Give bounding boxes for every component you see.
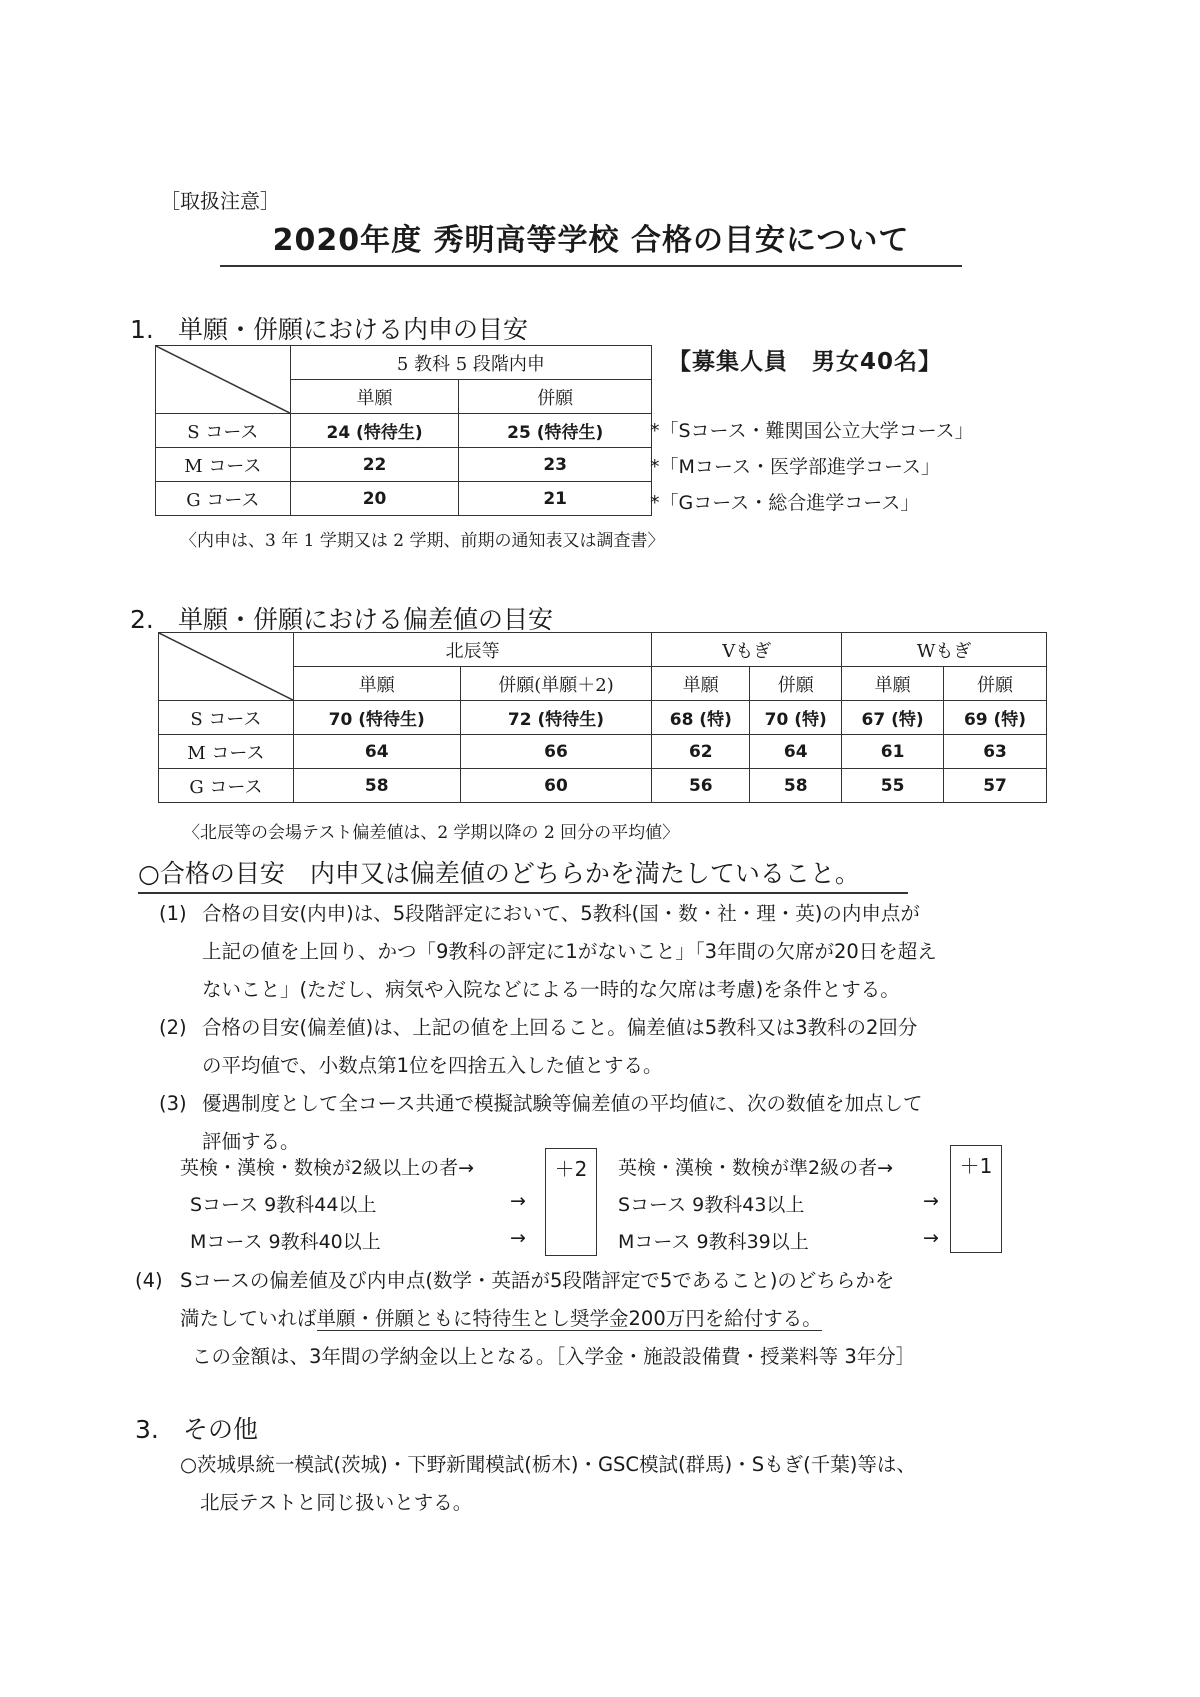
table-cell: 22	[290, 448, 459, 482]
item-label: (4)	[135, 1269, 163, 1292]
table-row	[159, 701, 1047, 735]
item-line: ないこと」(ただし、病気や入院などによる一時的な欠席は考慮)を条件とする。	[202, 978, 900, 1001]
table-cell: 67 (特)	[842, 701, 944, 735]
item-line: ○茨城県統一模試(茨城)・下野新聞模試(栃木)・GSC模試(群馬)・Sもぎ(千葉)等は、	[180, 1453, 916, 1476]
item-line: 優遇制度として全コース共通で模擬試験等偏差値の平均値に、次の数値を加点して	[202, 1092, 923, 1115]
section2-heading	[130, 600, 553, 636]
course-description: *「Gコース・総合進学コース」	[650, 492, 920, 514]
table-cell: 64	[750, 735, 842, 769]
table-cell: 20	[290, 482, 459, 516]
criteria-heading: ○合格の目安 内申又は偏差値のどちらかを満たしていること。	[138, 854, 908, 894]
table-corner	[159, 633, 294, 701]
course-description: *「Sコース・難関国公立大学コース」	[650, 420, 974, 442]
col-header: 併願	[459, 380, 652, 414]
table-cell: 64	[293, 735, 460, 769]
naishin-table	[155, 345, 652, 516]
course-label: S コース	[159, 701, 294, 735]
table-corner	[156, 346, 291, 414]
bonus-left-line: Mコース 9教科40以上	[190, 1231, 381, 1253]
table-cell: 23	[459, 448, 652, 482]
criteria-item-4	[135, 1262, 1080, 1376]
col-header: 併願(単願＋2)	[460, 667, 652, 701]
col-header: 単願	[842, 667, 944, 701]
criteria-item-1	[159, 895, 1082, 1009]
section2-note: 〈北辰等の会場テスト偏差値は、2 学期以降の 2 回分の平均値〉	[183, 823, 680, 843]
recruitment-count: 【募集人員 男女40名】	[668, 349, 943, 375]
section3-heading	[135, 1410, 258, 1446]
scholarship-highlight: 単願・併願ともに特待生とし奨学金200万円を給付する。	[316, 1307, 822, 1330]
bonus-right-line: 英検・漢検・数検が準2級の者→	[618, 1157, 894, 1179]
course-label: S コース	[156, 414, 291, 448]
item-line-text: 満たしていれば	[180, 1307, 317, 1330]
table-cell: 25 (特待生)	[459, 414, 652, 448]
arrow-icon: →	[923, 1190, 939, 1212]
table-cell: 60	[460, 769, 652, 803]
table-cell: 57	[944, 769, 1047, 803]
item-label: (3)	[159, 1092, 187, 1115]
criteria-item-2	[159, 1009, 1082, 1085]
item-line: 評価する。	[202, 1130, 300, 1153]
bonus-points-box: ＋1	[950, 1145, 1002, 1253]
col-header: 単願	[652, 667, 750, 701]
item-line: 合格の目安(偏差値)は、上記の値を上回ること。偏差値は5教科又は3教科の2回分	[202, 1016, 918, 1039]
section1-note: 〈内申は、3 年 1 学期又は 2 学期、前期の通知表又は調査書〉	[180, 531, 665, 551]
item-line	[180, 1300, 1080, 1338]
group-header: Vもぎ	[652, 633, 842, 667]
item-line: 北辰テストと同じ扱いとする。	[200, 1491, 473, 1514]
col-header: 併願	[944, 667, 1047, 701]
table-cell: 61	[842, 735, 944, 769]
arrow-icon: →	[510, 1227, 526, 1249]
item-line: この金額は、3年間の学納金以上となる。［入学金・施設設備費・授業料等 3年分］	[192, 1345, 916, 1368]
course-label: M コース	[156, 448, 291, 482]
arrow-icon: →	[510, 1190, 526, 1212]
section2-title: 単願・併願における偏差値の目安	[178, 605, 554, 634]
page-title: 2020年度 秀明高等学校 合格の目安について	[220, 215, 962, 267]
item-label: (2)	[159, 1016, 187, 1039]
course-label: G コース	[156, 482, 291, 516]
course-label: M コース	[159, 735, 294, 769]
table-cell: 63	[944, 735, 1047, 769]
table-cell: 68 (特)	[652, 701, 750, 735]
item-line: の平均値で、小数点第1位を四捨五入した値とする。	[202, 1054, 663, 1077]
col-header: 単願	[293, 667, 460, 701]
table-cell: 70 (特)	[750, 701, 842, 735]
section3-body	[180, 1446, 1080, 1522]
course-description: *「Mコース・医学部進学コース」	[650, 456, 940, 478]
col-header: 単願	[290, 380, 459, 414]
table-cell: 58	[293, 769, 460, 803]
item-label: (1)	[159, 902, 187, 925]
bonus-right-line: Sコース 9教科43以上	[618, 1194, 805, 1216]
section1-heading	[130, 310, 528, 346]
table-cell: 24 (特待生)	[290, 414, 459, 448]
table-row	[156, 482, 652, 516]
arrow-icon: →	[923, 1227, 939, 1249]
table-row	[156, 414, 652, 448]
table-cell: 56	[652, 769, 750, 803]
group-header: Wもぎ	[842, 633, 1047, 667]
section3-title: その他	[183, 1415, 259, 1444]
table-cell: 58	[750, 769, 842, 803]
section1-title: 単願・併願における内申の目安	[178, 315, 529, 344]
bonus-left-line: Sコース 9教科44以上	[190, 1194, 377, 1216]
item-line: 上記の値を上回り、かつ「9教科の評定に1がないこと」「3年間の欠席が20日を超え	[202, 940, 937, 963]
table-cell: 55	[842, 769, 944, 803]
bonus-left-line: 英検・漢検・数検が2級以上の者→	[180, 1157, 475, 1179]
hensachi-table	[158, 632, 1047, 803]
section1-number: 1.	[130, 315, 154, 344]
col-header: 併願	[750, 667, 842, 701]
table-row	[156, 448, 652, 482]
group-header: 5 教科 5 段階内申	[290, 346, 651, 380]
course-label: G コース	[159, 769, 294, 803]
table-cell: 21	[459, 482, 652, 516]
table-cell: 66	[460, 735, 652, 769]
table-cell: 62	[652, 735, 750, 769]
table-cell: 69 (特)	[944, 701, 1047, 735]
item-line: 合格の目安(内申)は、5段階評定において、5教科(国・数・社・理・英)の内申点が	[202, 902, 920, 925]
section3-number: 3.	[135, 1415, 159, 1444]
table-row	[159, 769, 1047, 803]
section2-number: 2.	[130, 605, 154, 634]
table-cell: 70 (特待生)	[293, 701, 460, 735]
bonus-points-box: ＋2	[545, 1148, 597, 1256]
item-line: Sコースの偏差値及び内申点(数学・英語が5段階評定で5であること)のどちらかを	[180, 1269, 895, 1292]
group-header: 北辰等	[293, 633, 652, 667]
bonus-right-line: Mコース 9教科39以上	[618, 1231, 809, 1253]
table-cell: 72 (特待生)	[460, 701, 652, 735]
confidential-notice: ［取扱注意］	[160, 189, 280, 213]
table-row	[159, 735, 1047, 769]
